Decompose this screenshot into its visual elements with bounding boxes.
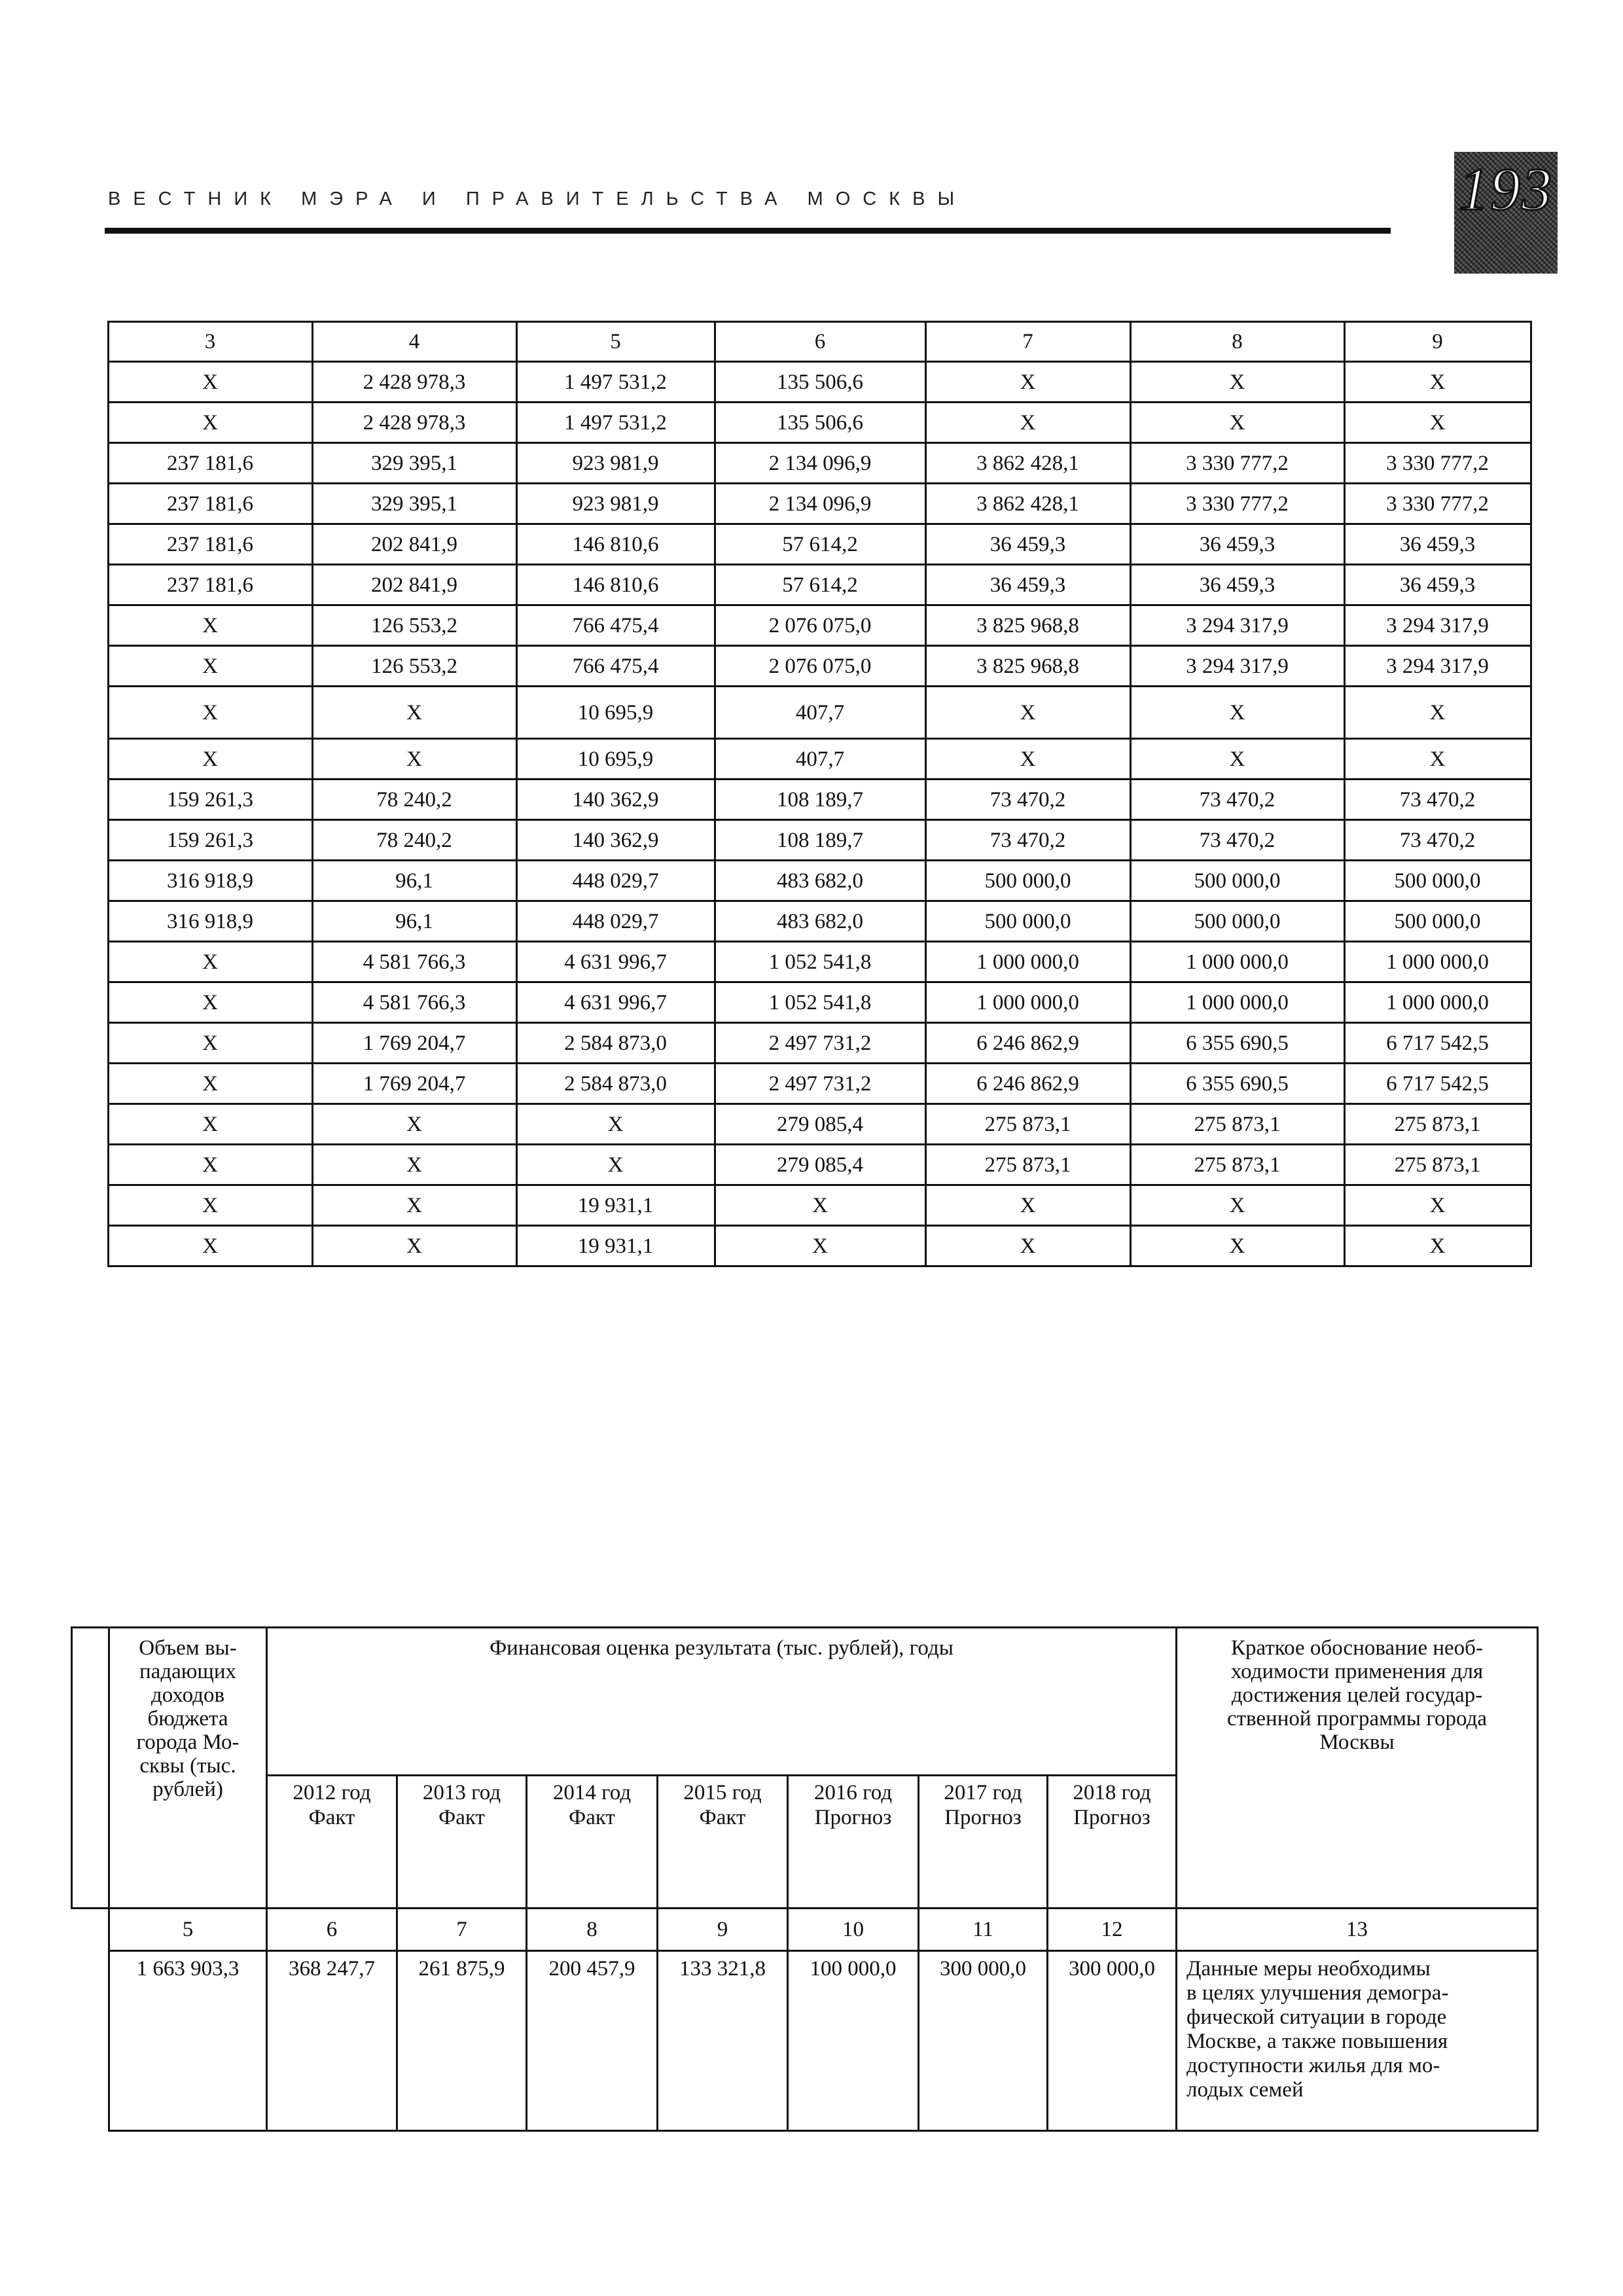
financial-value-cell: 368 247,7 — [267, 1951, 397, 2131]
table-cell: Х — [1344, 362, 1531, 403]
table-cell: 126 553,2 — [312, 605, 516, 646]
table-cell: 73 470,2 — [925, 820, 1130, 861]
table-cell: 36 459,3 — [1130, 524, 1344, 565]
page-number-badge — [1454, 152, 1558, 274]
table-cell: 3 294 317,9 — [1130, 605, 1344, 646]
table-cell: Х — [312, 1226, 516, 1266]
year-label: 2016 год — [813, 1781, 893, 1804]
table-stub-cell — [72, 1628, 109, 1909]
column-index-cell: 8 — [527, 1909, 658, 1951]
header-year-cell — [397, 1776, 527, 1909]
table-stub-cell — [71, 820, 108, 861]
financial-value-cell: 300 000,0 — [1048, 1951, 1177, 2131]
table-row — [71, 780, 1531, 820]
table-cell: 1 497 531,2 — [516, 403, 715, 443]
table-cell: 6 355 690,5 — [1130, 1023, 1344, 1064]
table-stub-cell — [72, 1951, 109, 2131]
table-cell: 448 029,7 — [516, 901, 715, 942]
table-financial-assessment — [71, 1626, 1539, 2132]
table-cell: 500 000,0 — [925, 861, 1130, 901]
table-financial-assessment-head — [72, 1628, 1538, 1951]
table-row — [71, 861, 1531, 901]
table-stub-cell — [71, 403, 108, 443]
table-cell: 73 470,2 — [925, 780, 1130, 820]
table-cell: 4 631 996,7 — [516, 942, 715, 982]
table-row — [71, 982, 1531, 1023]
header-year-cell — [919, 1776, 1048, 1909]
table-cell: 448 029,7 — [516, 861, 715, 901]
table-cell: Х — [925, 687, 1130, 739]
table-stub-cell — [71, 861, 108, 901]
table-cell: 6 355 690,5 — [1130, 1064, 1344, 1104]
table-column-index-row — [71, 322, 1531, 362]
table-cell: 3 825 968,8 — [925, 646, 1130, 687]
table-cell: 3 862 428,1 — [925, 443, 1130, 484]
table-cell: Х — [1130, 403, 1344, 443]
table-cell: 500 000,0 — [1344, 861, 1531, 901]
table-stub-cell — [71, 687, 108, 739]
table-cell: Х — [108, 403, 312, 443]
table-financial-values-body — [71, 322, 1531, 1266]
column-index-cell: 13 — [1177, 1909, 1538, 1951]
column-index-cell: 8 — [1130, 322, 1344, 362]
table-cell: 146 810,6 — [516, 524, 715, 565]
table-cell: Х — [1130, 1226, 1344, 1266]
table-cell: 1 052 541,8 — [715, 982, 925, 1023]
table-stub-cell — [71, 1064, 108, 1104]
table-cell: 1 000 000,0 — [1130, 942, 1344, 982]
column-index-cell: 11 — [919, 1909, 1048, 1951]
financial-value-cell: 261 875,9 — [397, 1951, 527, 2131]
table-row — [71, 1104, 1531, 1145]
table-stub-cell — [71, 1145, 108, 1185]
column-index-cell: 9 — [658, 1909, 788, 1951]
table-row — [71, 484, 1531, 524]
table-cell: 140 362,9 — [516, 780, 715, 820]
table-cell: 135 506,6 — [715, 403, 925, 443]
table-cell: Х — [715, 1226, 925, 1266]
table-cell: 316 918,9 — [108, 901, 312, 942]
column-index-cell: 6 — [715, 322, 925, 362]
table-row — [71, 1185, 1531, 1226]
table-cell: 237 181,6 — [108, 524, 312, 565]
table-row — [71, 942, 1531, 982]
table-cell: 500 000,0 — [1344, 901, 1531, 942]
table-cell: 19 931,1 — [516, 1226, 715, 1266]
table-cell: Х — [312, 1104, 516, 1145]
year-label: 2015 год — [683, 1781, 762, 1804]
table-cell: 2 134 096,9 — [715, 484, 925, 524]
table-cell: 6 246 862,9 — [925, 1023, 1130, 1064]
financial-value-cell: 300 000,0 — [919, 1951, 1048, 2131]
column-index-cell: 7 — [925, 322, 1130, 362]
table-cell: 275 873,1 — [1130, 1145, 1344, 1185]
table-cell: 202 841,9 — [312, 565, 516, 605]
year-kind-label: Факт — [308, 1806, 355, 1829]
revenue-loss-volume-cell: 1 663 903,3 — [109, 1951, 267, 2131]
year-kind-label: Прогноз — [1073, 1806, 1150, 1829]
table-cell: 140 362,9 — [516, 820, 715, 861]
table-row — [71, 403, 1531, 443]
table-cell: 3 862 428,1 — [925, 484, 1130, 524]
table-cell: 4 581 766,3 — [312, 982, 516, 1023]
table-cell: 36 459,3 — [1130, 565, 1344, 605]
table-stub-cell — [71, 524, 108, 565]
table-cell: 146 810,6 — [516, 565, 715, 605]
table-cell: 275 873,1 — [1344, 1104, 1531, 1145]
table-cell: Х — [1344, 1226, 1531, 1266]
year-kind-label: Прогноз — [814, 1806, 892, 1829]
column-index-cell: 3 — [108, 322, 312, 362]
table-row — [71, 362, 1531, 403]
table-stub-cell — [71, 646, 108, 687]
table-cell: 135 506,6 — [715, 362, 925, 403]
table-cell: 4 631 996,7 — [516, 982, 715, 1023]
header-year-cell — [267, 1776, 397, 1909]
table-cell: 202 841,9 — [312, 524, 516, 565]
header-year-cell — [658, 1776, 788, 1909]
table-cell: Х — [312, 1185, 516, 1226]
table-cell: 2 076 075,0 — [715, 646, 925, 687]
table-cell: Х — [108, 942, 312, 982]
table-cell: Х — [312, 687, 516, 739]
table-cell: 78 240,2 — [312, 780, 516, 820]
table-cell: Х — [108, 687, 312, 739]
table-stub-cell — [71, 901, 108, 942]
table-cell: 73 470,2 — [1130, 820, 1344, 861]
table-cell: 1 000 000,0 — [1344, 982, 1531, 1023]
header-year-cell — [788, 1776, 919, 1909]
table-cell: 316 918,9 — [108, 861, 312, 901]
table-stub-cell — [71, 739, 108, 780]
table-cell: 3 825 968,8 — [925, 605, 1130, 646]
table-cell: 407,7 — [715, 687, 925, 739]
year-label: 2018 год — [1073, 1781, 1151, 1804]
page-number: 193 — [1459, 156, 1553, 223]
table-cell: 3 330 777,2 — [1130, 484, 1344, 524]
table-cell: 2 584 873,0 — [516, 1064, 715, 1104]
table-stub-cell — [71, 1185, 108, 1226]
header-justification: Краткое обоснование необ- ходимости применения для достижения целей государ- ственной программы города Москвы — [1177, 1628, 1538, 1909]
column-index-cell: 9 — [1344, 322, 1531, 362]
table-cell: 57 614,2 — [715, 524, 925, 565]
table-cell: Х — [108, 1226, 312, 1266]
table-cell: 275 873,1 — [1344, 1145, 1531, 1185]
table-cell: 766 475,4 — [516, 605, 715, 646]
table-cell: Х — [516, 1145, 715, 1185]
table-cell: 36 459,3 — [1344, 524, 1531, 565]
column-index-cell: 4 — [312, 322, 516, 362]
table-financial-values — [71, 321, 1532, 1267]
table-cell: Х — [108, 1023, 312, 1064]
table-cell: Х — [108, 739, 312, 780]
table-row — [72, 1951, 1538, 2131]
table-cell: 2 076 075,0 — [715, 605, 925, 646]
table-cell: Х — [108, 1064, 312, 1104]
table-cell: 329 395,1 — [312, 443, 516, 484]
table-cell: 57 614,2 — [715, 565, 925, 605]
table-cell: 2 134 096,9 — [715, 443, 925, 484]
header-rule — [105, 228, 1391, 234]
table-row — [71, 565, 1531, 605]
table-cell: 2 428 978,3 — [312, 362, 516, 403]
table-row — [71, 524, 1531, 565]
table-cell: 483 682,0 — [715, 861, 925, 901]
table-row — [71, 1023, 1531, 1064]
table-cell: 766 475,4 — [516, 646, 715, 687]
table-cell: 500 000,0 — [1130, 901, 1344, 942]
table-cell: Х — [1130, 739, 1344, 780]
table-cell: 2 428 978,3 — [312, 403, 516, 443]
table-cell: Х — [108, 1185, 312, 1226]
table-cell: 159 261,3 — [108, 780, 312, 820]
table-cell: 6 717 542,5 — [1344, 1023, 1531, 1064]
table-cell: 96,1 — [312, 861, 516, 901]
table-row — [71, 1145, 1531, 1185]
column-index-cell: 12 — [1048, 1909, 1177, 1951]
header-year-cell — [527, 1776, 658, 1909]
column-index-cell: 10 — [788, 1909, 919, 1951]
table-row — [71, 1226, 1531, 1266]
table-cell: 10 695,9 — [516, 739, 715, 780]
table-stub-cell — [71, 942, 108, 982]
table-cell: Х — [925, 739, 1130, 780]
table-cell: Х — [925, 1226, 1130, 1266]
table-cell: 923 981,9 — [516, 484, 715, 524]
table-cell: 3 294 317,9 — [1344, 605, 1531, 646]
year-kind-label: Прогноз — [944, 1806, 1022, 1829]
table-stub-cell — [71, 443, 108, 484]
table-cell: 108 189,7 — [715, 780, 925, 820]
table-cell: 1 497 531,2 — [516, 362, 715, 403]
table-cell: Х — [312, 739, 516, 780]
table-cell: 36 459,3 — [925, 524, 1130, 565]
table-cell: 1 000 000,0 — [925, 982, 1130, 1023]
header-revenue-loss-volume: Объем вы- падающих доходов бюджета города Мо- сквы (тыс. рублей) — [109, 1628, 267, 1909]
table-cell: 96,1 — [312, 901, 516, 942]
table-cell: Х — [108, 1104, 312, 1145]
column-index-cell: 5 — [109, 1909, 267, 1951]
table-stub-cell — [71, 362, 108, 403]
year-label: 2014 год — [552, 1781, 632, 1804]
table-stub-cell — [71, 484, 108, 524]
table-cell: 73 470,2 — [1130, 780, 1344, 820]
table-cell: 36 459,3 — [1344, 565, 1531, 605]
table-cell: 10 695,9 — [516, 687, 715, 739]
year-label: 2013 год — [422, 1781, 501, 1804]
table-cell: 923 981,9 — [516, 443, 715, 484]
table-cell: 3 330 777,2 — [1344, 443, 1531, 484]
table-stub-cell — [71, 780, 108, 820]
table-cell: 73 470,2 — [1344, 780, 1531, 820]
table-cell: 3 330 777,2 — [1344, 484, 1531, 524]
table-row — [71, 443, 1531, 484]
table-row — [71, 901, 1531, 942]
table-cell: 1 000 000,0 — [1344, 942, 1531, 982]
justification-cell: Данные меры необходимы в целях улучшения демогра- фической ситуации в городе Москве, а также повышения доступности жилья для мо- лодых семей — [1177, 1951, 1538, 2131]
table-cell: 108 189,7 — [715, 820, 925, 861]
table-cell: 3 294 317,9 — [1344, 646, 1531, 687]
table-stub-cell — [71, 1104, 108, 1145]
table-cell: 2 497 731,2 — [715, 1023, 925, 1064]
column-index-cell: 6 — [267, 1909, 397, 1951]
table-cell: 4 581 766,3 — [312, 942, 516, 982]
table-cell: 407,7 — [715, 739, 925, 780]
table-stub-cell — [72, 1909, 109, 1951]
table-cell: Х — [312, 1145, 516, 1185]
year-kind-label: Факт — [569, 1806, 615, 1829]
table-cell: Х — [1344, 687, 1531, 739]
table-cell: Х — [1130, 1185, 1344, 1226]
table-stub-cell — [71, 322, 108, 362]
table-cell: Х — [1344, 403, 1531, 443]
column-index-cell: 7 — [397, 1909, 527, 1951]
table-cell: 2 584 873,0 — [516, 1023, 715, 1064]
year-label: 2012 год — [293, 1781, 371, 1804]
table-column-index-row — [72, 1909, 1538, 1951]
table-cell: 279 085,4 — [715, 1104, 925, 1145]
table-cell: 500 000,0 — [1130, 861, 1344, 901]
table-row — [71, 739, 1531, 780]
table-cell: 279 085,4 — [715, 1145, 925, 1185]
table-cell: Х — [715, 1185, 925, 1226]
table-row — [71, 646, 1531, 687]
table-row — [71, 605, 1531, 646]
table-cell: Х — [1344, 1185, 1531, 1226]
table-cell: 329 395,1 — [312, 484, 516, 524]
table-cell: 237 181,6 — [108, 565, 312, 605]
table-cell: 6 717 542,5 — [1344, 1064, 1531, 1104]
table-cell: Х — [925, 1185, 1130, 1226]
table-cell: 159 261,3 — [108, 820, 312, 861]
table-cell: Х — [108, 1145, 312, 1185]
journal-title: ВЕСТНИК МЭРА И ПРАВИТЕЛЬСТВА МОСКВЫ — [108, 188, 967, 209]
table-cell: 19 931,1 — [516, 1185, 715, 1226]
table-cell: Х — [108, 605, 312, 646]
financial-value-cell: 200 457,9 — [527, 1951, 658, 2131]
table-cell: Х — [925, 403, 1130, 443]
table-cell: 275 873,1 — [1130, 1104, 1344, 1145]
table-cell: 73 470,2 — [1344, 820, 1531, 861]
table-stub-cell — [71, 1226, 108, 1266]
table-cell: 275 873,1 — [925, 1104, 1130, 1145]
table-cell: 2 497 731,2 — [715, 1064, 925, 1104]
year-label: 2017 год — [944, 1781, 1022, 1804]
table-cell: Х — [1130, 687, 1344, 739]
table-cell: Х — [108, 982, 312, 1023]
table-stub-cell — [71, 1023, 108, 1064]
table-stub-cell — [71, 605, 108, 646]
table-cell: 1 769 204,7 — [312, 1023, 516, 1064]
table-cell: Х — [1344, 739, 1531, 780]
table-cell: 483 682,0 — [715, 901, 925, 942]
table-cell: Х — [108, 646, 312, 687]
table-cell: Х — [925, 362, 1130, 403]
table-cell: 275 873,1 — [925, 1145, 1130, 1185]
table-row — [71, 820, 1531, 861]
table-stub-cell — [71, 982, 108, 1023]
table-cell: 78 240,2 — [312, 820, 516, 861]
column-index-cell: 5 — [516, 322, 715, 362]
table-stub-cell — [71, 565, 108, 605]
year-kind-label: Факт — [438, 1806, 485, 1829]
table-cell: 237 181,6 — [108, 443, 312, 484]
table-row — [71, 687, 1531, 739]
table-cell: Х — [108, 362, 312, 403]
financial-value-cell: 133 321,8 — [658, 1951, 788, 2131]
table-cell: 1 000 000,0 — [1130, 982, 1344, 1023]
table-cell: Х — [1130, 362, 1344, 403]
table-row — [71, 1064, 1531, 1104]
table-cell: 126 553,2 — [312, 646, 516, 687]
table-cell: 1 769 204,7 — [312, 1064, 516, 1104]
table-cell: 3 330 777,2 — [1130, 443, 1344, 484]
table-cell: 1 000 000,0 — [925, 942, 1130, 982]
table-cell: 36 459,3 — [925, 565, 1130, 605]
table-cell: 500 000,0 — [925, 901, 1130, 942]
table-cell: 237 181,6 — [108, 484, 312, 524]
table-cell: 3 294 317,9 — [1130, 646, 1344, 687]
year-kind-label: Факт — [699, 1806, 746, 1829]
header-financial-assessment: Финансовая оценка результата (тыс. рублей), годы — [267, 1628, 1177, 1776]
header-year-cell — [1048, 1776, 1177, 1909]
financial-value-cell: 100 000,0 — [788, 1951, 919, 2131]
table-cell: Х — [516, 1104, 715, 1145]
table-cell: 1 052 541,8 — [715, 942, 925, 982]
table-cell: 6 246 862,9 — [925, 1064, 1130, 1104]
